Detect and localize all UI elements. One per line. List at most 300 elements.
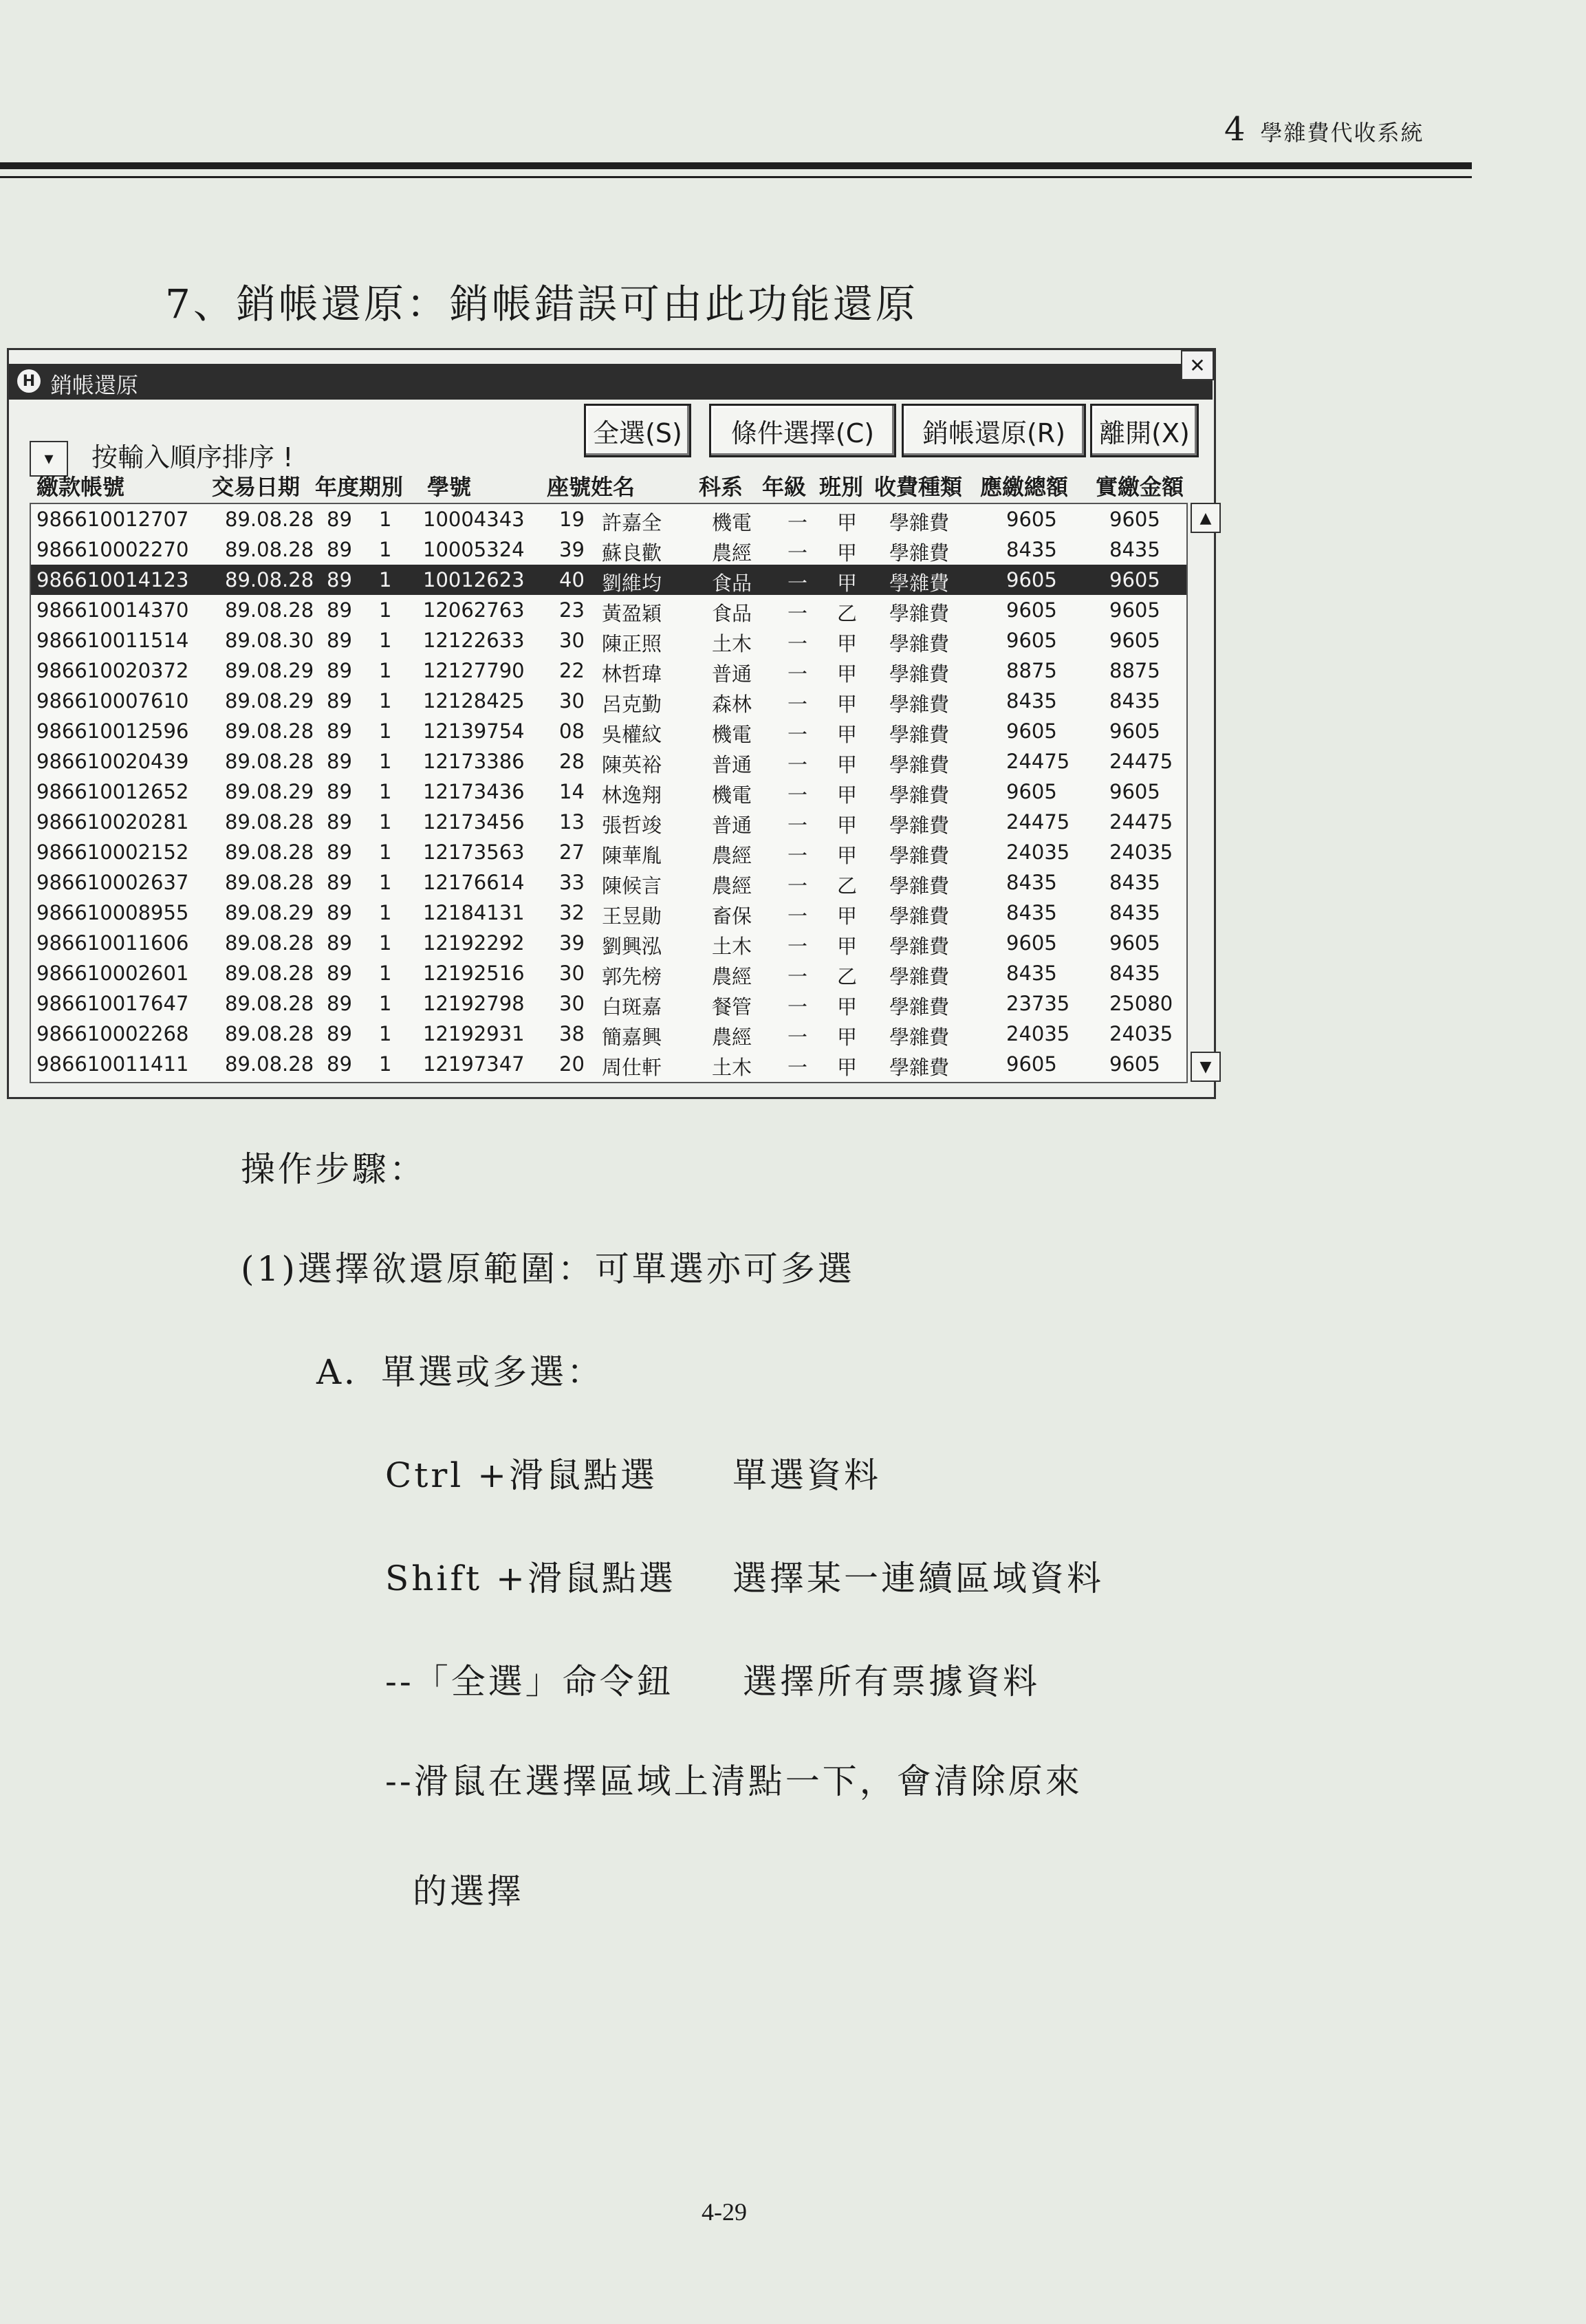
cell-dept: 農經 bbox=[712, 844, 752, 867]
cell-due: 24475 bbox=[1006, 750, 1070, 773]
steps-heading: 操作步驟： bbox=[241, 1149, 426, 1189]
cell-seat: 08 bbox=[559, 719, 585, 743]
cell-type: 學雜費 bbox=[889, 995, 950, 1019]
cell-date: 89.08.30 bbox=[225, 629, 314, 652]
cell-due: 9605 bbox=[1006, 629, 1057, 652]
cell-term: 1 bbox=[379, 871, 392, 894]
cell-grade: 一 bbox=[787, 1056, 808, 1079]
cell-paid: 8435 bbox=[1109, 901, 1160, 924]
cell-id: 12128425 bbox=[423, 689, 525, 713]
cell-account: 986610011411 bbox=[36, 1052, 189, 1076]
table-row[interactable] bbox=[31, 928, 1186, 958]
cell-term: 1 bbox=[379, 719, 392, 743]
cell-cls: 甲 bbox=[837, 844, 858, 867]
cell-account: 986610002637 bbox=[36, 871, 189, 894]
cell-account: 986610008955 bbox=[36, 901, 189, 924]
records-grid[interactable] bbox=[30, 503, 1188, 1083]
cell-seat: 30 bbox=[559, 689, 585, 713]
cell-id: 12173436 bbox=[423, 780, 525, 803]
cell-seat: 30 bbox=[559, 992, 585, 1015]
cell-due: 9605 bbox=[1006, 780, 1057, 803]
cell-name: 簡嘉興 bbox=[602, 1025, 662, 1049]
cell-type: 學雜費 bbox=[889, 814, 950, 837]
item-desc-shift: 選擇某一連續區域資料 bbox=[732, 1559, 1104, 1598]
cell-dept: 普通 bbox=[712, 753, 752, 777]
cell-cls: 甲 bbox=[837, 814, 858, 837]
cell-name: 劉維均 bbox=[602, 572, 662, 595]
item-key-select-all: --「全選」命令鈕 bbox=[385, 1662, 674, 1702]
cell-grade: 一 bbox=[787, 662, 808, 686]
cell-name: 陳候言 bbox=[602, 874, 662, 898]
cell-term: 1 bbox=[379, 901, 392, 924]
cell-dept: 農經 bbox=[712, 541, 752, 565]
cell-due: 9605 bbox=[1006, 568, 1057, 591]
cell-paid: 9605 bbox=[1109, 780, 1160, 803]
col-due[interactable]: 應繳總額 bbox=[980, 474, 1069, 500]
cell-dept: 土木 bbox=[712, 632, 752, 655]
cell-date: 89.08.29 bbox=[225, 659, 314, 682]
cell-cls: 甲 bbox=[837, 904, 858, 928]
cell-year: 89 bbox=[327, 780, 352, 803]
cell-term: 1 bbox=[379, 568, 392, 591]
cell-paid: 9605 bbox=[1109, 508, 1160, 531]
cell-account: 986610012707 bbox=[36, 508, 189, 531]
cell-term: 1 bbox=[379, 659, 392, 682]
cell-year: 89 bbox=[327, 871, 352, 894]
page-number: 4-29 bbox=[702, 2198, 747, 2226]
table-row[interactable] bbox=[31, 988, 1186, 1019]
cell-id: 12062763 bbox=[423, 598, 525, 622]
cell-paid: 24475 bbox=[1109, 810, 1173, 834]
cell-term: 1 bbox=[379, 629, 392, 652]
cell-grade: 一 bbox=[787, 511, 808, 534]
item-desc-select-all: 選擇所有票據資料 bbox=[743, 1662, 1040, 1702]
cell-cls: 甲 bbox=[837, 511, 858, 534]
cell-type: 學雜費 bbox=[889, 541, 950, 565]
cell-year: 89 bbox=[327, 840, 352, 864]
table-row[interactable] bbox=[31, 504, 1186, 534]
cell-type: 學雜費 bbox=[889, 935, 950, 958]
cell-account: 986610011606 bbox=[36, 931, 189, 955]
cell-account: 986610002270 bbox=[36, 538, 189, 561]
cell-id: 10004343 bbox=[423, 508, 525, 531]
cell-account: 986610002152 bbox=[36, 840, 189, 864]
cell-date: 89.08.28 bbox=[225, 871, 314, 894]
col-grade[interactable]: 年級 bbox=[762, 474, 807, 500]
cell-name: 白斑嘉 bbox=[602, 995, 662, 1019]
cell-name: 陳華胤 bbox=[602, 844, 662, 867]
cell-cls: 甲 bbox=[837, 572, 858, 595]
cell-paid: 8875 bbox=[1109, 659, 1160, 682]
cell-account: 986610020439 bbox=[36, 750, 189, 773]
cell-cls: 甲 bbox=[837, 935, 858, 958]
cell-dept: 普通 bbox=[712, 662, 752, 686]
cell-date: 89.08.28 bbox=[225, 962, 314, 985]
cell-year: 89 bbox=[327, 629, 352, 652]
cell-due: 8435 bbox=[1006, 962, 1057, 985]
cell-id: 12192292 bbox=[423, 931, 525, 955]
arrow-down-icon: ▼ bbox=[1199, 1058, 1212, 1076]
cell-paid: 9605 bbox=[1109, 598, 1160, 622]
cell-date: 89.08.28 bbox=[225, 719, 314, 743]
cell-id: 10005324 bbox=[423, 538, 525, 561]
table-row[interactable] bbox=[31, 777, 1186, 807]
cell-cls: 甲 bbox=[837, 693, 858, 716]
cell-paid: 8435 bbox=[1109, 689, 1160, 713]
cell-due: 23735 bbox=[1006, 992, 1070, 1015]
cell-paid: 25080 bbox=[1109, 992, 1173, 1015]
table-row[interactable] bbox=[31, 565, 1186, 595]
cell-grade: 一 bbox=[787, 723, 808, 746]
cell-due: 9605 bbox=[1006, 508, 1057, 531]
cell-type: 學雜費 bbox=[889, 511, 950, 534]
cell-date: 89.08.29 bbox=[225, 780, 314, 803]
cell-term: 1 bbox=[379, 689, 392, 713]
cell-cls: 甲 bbox=[837, 753, 858, 777]
cell-grade: 一 bbox=[787, 693, 808, 716]
cell-grade: 一 bbox=[787, 965, 808, 988]
cell-term: 1 bbox=[379, 750, 392, 773]
cell-dept: 農經 bbox=[712, 874, 752, 898]
cell-seat: 39 bbox=[559, 931, 585, 955]
cell-grade: 一 bbox=[787, 572, 808, 595]
cell-name: 呂克勤 bbox=[602, 693, 662, 716]
cell-grade: 一 bbox=[787, 541, 808, 565]
cell-id: 12139754 bbox=[423, 719, 525, 743]
table-row[interactable] bbox=[31, 807, 1186, 837]
col-dept[interactable]: 科系 bbox=[699, 474, 743, 500]
close-button[interactable] bbox=[1181, 350, 1214, 380]
cell-grade: 一 bbox=[787, 1025, 808, 1049]
cell-dept: 土木 bbox=[712, 935, 752, 958]
cell-name: 陳正照 bbox=[602, 632, 662, 655]
cell-year: 89 bbox=[327, 689, 352, 713]
cell-term: 1 bbox=[379, 962, 392, 985]
cell-type: 學雜費 bbox=[889, 662, 950, 686]
cell-id: 10012623 bbox=[423, 568, 525, 591]
cell-year: 89 bbox=[327, 810, 352, 834]
cell-due: 8875 bbox=[1006, 659, 1057, 682]
cell-paid: 24035 bbox=[1109, 1022, 1173, 1045]
cell-seat: 28 bbox=[559, 750, 585, 773]
col-year-term[interactable]: 年度期別 bbox=[315, 474, 404, 500]
cell-date: 89.08.28 bbox=[225, 992, 314, 1015]
col-seat-name[interactable]: 座號姓名 bbox=[547, 474, 636, 500]
cell-seat: 40 bbox=[559, 568, 585, 591]
cell-dept: 機電 bbox=[712, 723, 752, 746]
cell-grade: 一 bbox=[787, 995, 808, 1019]
cell-seat: 19 bbox=[559, 508, 585, 531]
cell-due: 9605 bbox=[1006, 931, 1057, 955]
cell-name: 郭先榜 bbox=[602, 965, 662, 988]
cell-year: 89 bbox=[327, 719, 352, 743]
table-row[interactable] bbox=[31, 958, 1186, 988]
cell-seat: 30 bbox=[559, 962, 585, 985]
table-row[interactable] bbox=[31, 746, 1186, 777]
cell-id: 12173563 bbox=[423, 840, 525, 864]
cell-name: 蘇良歡 bbox=[602, 541, 662, 565]
cell-id: 12173386 bbox=[423, 750, 525, 773]
cell-year: 89 bbox=[327, 931, 352, 955]
cell-year: 89 bbox=[327, 750, 352, 773]
cell-cls: 乙 bbox=[837, 874, 858, 898]
table-row[interactable] bbox=[31, 716, 1186, 746]
scroll-down-button[interactable] bbox=[1191, 1052, 1221, 1082]
cell-term: 1 bbox=[379, 598, 392, 622]
section-title: 7、銷帳還原：銷帳錯誤可由此功能還原 bbox=[165, 281, 918, 327]
cell-due: 9605 bbox=[1006, 1052, 1057, 1076]
cell-year: 89 bbox=[327, 901, 352, 924]
cell-date: 89.08.28 bbox=[225, 1022, 314, 1045]
cell-date: 89.08.28 bbox=[225, 1052, 314, 1076]
condition-select-button[interactable]: 條件選擇(C) bbox=[709, 404, 896, 457]
cell-name: 林哲瑋 bbox=[602, 662, 662, 686]
table-row[interactable] bbox=[31, 655, 1186, 686]
cell-id: 12192798 bbox=[423, 992, 525, 1015]
cell-id: 12197347 bbox=[423, 1052, 525, 1076]
cell-type: 學雜費 bbox=[889, 844, 950, 867]
cell-term: 1 bbox=[379, 810, 392, 834]
cell-cls: 甲 bbox=[837, 783, 858, 807]
cell-account: 986610012652 bbox=[36, 780, 189, 803]
cell-grade: 一 bbox=[787, 783, 808, 807]
col-class[interactable]: 班別 bbox=[819, 474, 864, 500]
cell-seat: 38 bbox=[559, 1022, 585, 1045]
dialog-titlebar bbox=[9, 350, 1214, 402]
cell-cls: 乙 bbox=[837, 965, 858, 988]
cell-id: 12122633 bbox=[423, 629, 525, 652]
cell-date: 89.08.28 bbox=[225, 840, 314, 864]
cell-due: 8435 bbox=[1006, 871, 1057, 894]
restore-dialog bbox=[7, 348, 1216, 1099]
chevron-down-icon: ▾ bbox=[44, 448, 54, 469]
cell-type: 學雜費 bbox=[889, 783, 950, 807]
cell-paid: 8435 bbox=[1109, 538, 1160, 561]
cell-name: 王昱勛 bbox=[602, 904, 662, 928]
cell-term: 1 bbox=[379, 508, 392, 531]
note-line-1: --滑鼠在選擇區域上清點一下，會清除原來 bbox=[385, 1761, 1083, 1801]
cell-term: 1 bbox=[379, 538, 392, 561]
cell-name: 林逸翔 bbox=[602, 783, 662, 807]
cell-due: 24035 bbox=[1006, 1022, 1070, 1045]
cell-dept: 農經 bbox=[712, 1025, 752, 1049]
cell-date: 89.08.29 bbox=[225, 689, 314, 713]
cell-name: 許嘉全 bbox=[602, 511, 662, 534]
header-rule-thick bbox=[0, 162, 1472, 169]
cell-term: 1 bbox=[379, 1022, 392, 1045]
cell-dept: 機電 bbox=[712, 511, 752, 534]
table-row[interactable] bbox=[31, 1049, 1186, 1079]
cell-paid: 24035 bbox=[1109, 840, 1173, 864]
col-date[interactable]: 交易日期 bbox=[212, 474, 301, 500]
cell-paid: 8435 bbox=[1109, 871, 1160, 894]
cell-grade: 一 bbox=[787, 874, 808, 898]
cell-type: 學雜費 bbox=[889, 723, 950, 746]
cell-id: 12192516 bbox=[423, 962, 525, 985]
app-icon: H bbox=[17, 369, 41, 393]
cell-year: 89 bbox=[327, 568, 352, 591]
cell-year: 89 bbox=[327, 1022, 352, 1045]
cell-account: 986610014123 bbox=[36, 568, 189, 591]
vertical-scrollbar[interactable] bbox=[1191, 503, 1219, 1080]
cell-account: 986610002268 bbox=[36, 1022, 189, 1045]
sort-label: 按輸入順序排序 ! bbox=[91, 442, 294, 473]
table-row[interactable] bbox=[31, 625, 1186, 655]
restore-button[interactable]: 銷帳還原(R) bbox=[902, 404, 1086, 457]
titlebar-background bbox=[9, 364, 1213, 400]
cell-seat: 22 bbox=[559, 659, 585, 682]
header-rule-thin bbox=[0, 176, 1472, 178]
cell-name: 周仕軒 bbox=[602, 1056, 662, 1079]
cell-term: 1 bbox=[379, 1052, 392, 1076]
cell-seat: 20 bbox=[559, 1052, 585, 1076]
cell-name: 劉興泓 bbox=[602, 935, 662, 958]
cell-date: 89.08.28 bbox=[225, 750, 314, 773]
table-row[interactable] bbox=[31, 686, 1186, 716]
cell-cls: 乙 bbox=[837, 602, 858, 625]
cell-year: 89 bbox=[327, 659, 352, 682]
table-row[interactable] bbox=[31, 867, 1186, 898]
leave-button[interactable]: 離開(X) bbox=[1090, 404, 1199, 457]
cell-due: 8435 bbox=[1006, 689, 1057, 713]
cell-cls: 甲 bbox=[837, 1025, 858, 1049]
col-paid[interactable]: 實繳金額 bbox=[1096, 474, 1184, 500]
chapter-title: 學雜費代收系統 bbox=[1260, 120, 1424, 146]
cell-term: 1 bbox=[379, 992, 392, 1015]
chapter-number: 4 bbox=[1224, 110, 1246, 149]
cell-year: 89 bbox=[327, 538, 352, 561]
cell-name: 陳英裕 bbox=[602, 753, 662, 777]
cell-type: 學雜費 bbox=[889, 632, 950, 655]
item-desc-ctrl: 單選資料 bbox=[732, 1455, 881, 1495]
cell-seat: 30 bbox=[559, 629, 585, 652]
cell-due: 8435 bbox=[1006, 901, 1057, 924]
cell-year: 89 bbox=[327, 508, 352, 531]
cell-paid: 24475 bbox=[1109, 750, 1173, 773]
cell-type: 學雜費 bbox=[889, 904, 950, 928]
cell-term: 1 bbox=[379, 931, 392, 955]
cell-due: 24035 bbox=[1006, 840, 1070, 864]
cell-grade: 一 bbox=[787, 814, 808, 837]
cell-paid: 9605 bbox=[1109, 629, 1160, 652]
table-row[interactable] bbox=[31, 1019, 1186, 1049]
cell-dept: 森林 bbox=[712, 693, 752, 716]
cell-year: 89 bbox=[327, 598, 352, 622]
cell-paid: 9605 bbox=[1109, 568, 1160, 591]
col-type[interactable]: 收費種類 bbox=[874, 474, 963, 500]
cell-dept: 畜保 bbox=[712, 904, 752, 928]
step-1: (1)選擇欲還原範圍：可單選亦可多選 bbox=[241, 1249, 855, 1289]
cell-year: 89 bbox=[327, 962, 352, 985]
cell-dept: 食品 bbox=[712, 602, 752, 625]
dialog-title: 銷帳還原 bbox=[50, 372, 139, 398]
cell-paid: 9605 bbox=[1109, 719, 1160, 743]
sub-step-a: A．單選或多選： bbox=[316, 1352, 605, 1392]
cell-id: 12173456 bbox=[423, 810, 525, 834]
cell-account: 986610007610 bbox=[36, 689, 189, 713]
cell-type: 學雜費 bbox=[889, 572, 950, 595]
cell-type: 學雜費 bbox=[889, 693, 950, 716]
close-icon: ✕ bbox=[1189, 354, 1206, 377]
scroll-up-button[interactable] bbox=[1191, 503, 1221, 533]
cell-grade: 一 bbox=[787, 844, 808, 867]
cell-id: 12176614 bbox=[423, 871, 525, 894]
table-row[interactable] bbox=[31, 595, 1186, 625]
cell-seat: 23 bbox=[559, 598, 585, 622]
column-headers bbox=[9, 470, 1213, 501]
running-header bbox=[1224, 110, 1472, 151]
item-key-ctrl: Ctrl +滑鼠點選 bbox=[385, 1455, 658, 1495]
cell-type: 學雜費 bbox=[889, 965, 950, 988]
cell-cls: 甲 bbox=[837, 541, 858, 565]
select-all-button[interactable]: 全選(S) bbox=[584, 404, 691, 457]
col-account[interactable]: 繳款帳號 bbox=[36, 474, 125, 500]
cell-type: 學雜費 bbox=[889, 874, 950, 898]
cell-grade: 一 bbox=[787, 602, 808, 625]
cell-dept: 農經 bbox=[712, 965, 752, 988]
col-id[interactable]: 學號 bbox=[427, 474, 472, 500]
cell-seat: 27 bbox=[559, 840, 585, 864]
cell-id: 12127790 bbox=[423, 659, 525, 682]
table-row[interactable] bbox=[31, 898, 1186, 928]
cell-due: 8435 bbox=[1006, 538, 1057, 561]
cell-paid: 9605 bbox=[1109, 931, 1160, 955]
cell-cls: 甲 bbox=[837, 1056, 858, 1079]
cell-name: 黃盈穎 bbox=[602, 602, 662, 625]
cell-account: 986610011514 bbox=[36, 629, 189, 652]
cell-account: 986610012596 bbox=[36, 719, 189, 743]
cell-term: 1 bbox=[379, 780, 392, 803]
cell-year: 89 bbox=[327, 1052, 352, 1076]
cell-date: 89.08.28 bbox=[225, 598, 314, 622]
cell-date: 89.08.28 bbox=[225, 568, 314, 591]
table-row[interactable] bbox=[31, 837, 1186, 867]
cell-name: 吳權紋 bbox=[602, 723, 662, 746]
cell-due: 9605 bbox=[1006, 719, 1057, 743]
cell-dept: 普通 bbox=[712, 814, 752, 837]
cell-seat: 14 bbox=[559, 780, 585, 803]
cell-dept: 食品 bbox=[712, 572, 752, 595]
table-row[interactable] bbox=[31, 534, 1186, 565]
cell-cls: 甲 bbox=[837, 632, 858, 655]
cell-grade: 一 bbox=[787, 753, 808, 777]
cell-seat: 32 bbox=[559, 901, 585, 924]
cell-date: 89.08.28 bbox=[225, 538, 314, 561]
item-key-shift: Shift +滑鼠點選 bbox=[385, 1559, 676, 1598]
cell-grade: 一 bbox=[787, 935, 808, 958]
cell-cls: 甲 bbox=[837, 995, 858, 1019]
cell-dept: 機電 bbox=[712, 783, 752, 807]
cell-account: 986610020281 bbox=[36, 810, 189, 834]
cell-year: 89 bbox=[327, 992, 352, 1015]
cell-type: 學雜費 bbox=[889, 753, 950, 777]
cell-account: 986610017647 bbox=[36, 992, 189, 1015]
cell-cls: 甲 bbox=[837, 723, 858, 746]
cell-type: 學雜費 bbox=[889, 602, 950, 625]
cell-paid: 9605 bbox=[1109, 1052, 1160, 1076]
cell-paid: 8435 bbox=[1109, 962, 1160, 985]
cell-account: 986610020372 bbox=[36, 659, 189, 682]
cell-id: 12184131 bbox=[423, 901, 525, 924]
cell-dept: 餐管 bbox=[712, 995, 752, 1019]
cell-account: 986610014370 bbox=[36, 598, 189, 622]
cell-grade: 一 bbox=[787, 904, 808, 928]
cell-date: 89.08.28 bbox=[225, 508, 314, 531]
cell-id: 12192931 bbox=[423, 1022, 525, 1045]
cell-date: 89.08.29 bbox=[225, 901, 314, 924]
cell-due: 24475 bbox=[1006, 810, 1070, 834]
cell-account: 986610002601 bbox=[36, 962, 189, 985]
